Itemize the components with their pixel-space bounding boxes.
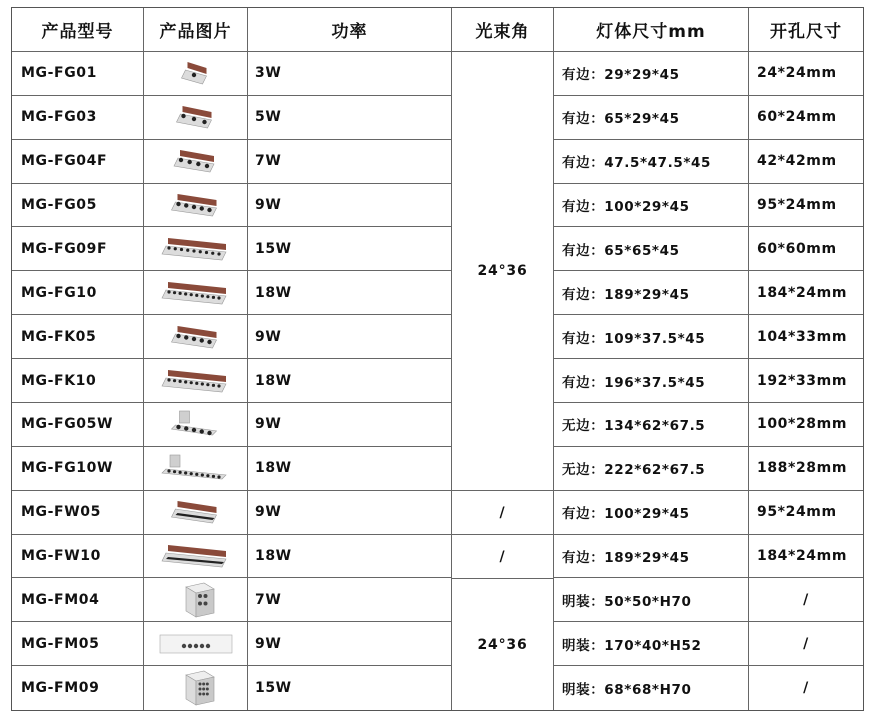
image-cell (144, 622, 248, 666)
power-cell: 18W (248, 359, 452, 403)
cutout-size-cell: / (749, 578, 863, 622)
beam-angle-merged-cell-1: 24°36 (452, 52, 554, 491)
cutout-size-cell: 104*33mm (749, 315, 863, 359)
image-cell (144, 52, 248, 96)
image-cell (144, 403, 248, 447)
model-cell: MG-FK10 (12, 359, 144, 403)
table-row (12, 227, 863, 271)
image-cell (144, 578, 248, 622)
recessed-9-head-icon (156, 230, 236, 268)
body-size-cell: 明装：170*40*H52 (554, 622, 749, 666)
cutout-size-cell: / (749, 622, 863, 666)
body-size-cell: 明装：68*68*H70 (554, 666, 749, 710)
surface-bar-5-icon (156, 625, 236, 663)
power-cell: 18W (248, 271, 452, 315)
power-cell: 7W (248, 140, 452, 184)
power-cell: 15W (248, 227, 452, 271)
image-cell (144, 140, 248, 184)
model-cell: MG-FG03 (12, 96, 144, 140)
table-row (12, 52, 863, 96)
image-cell (144, 491, 248, 535)
header-beam-angle: 光束角 (452, 8, 554, 52)
body-size-cell: 明装：50*50*H70 (554, 578, 749, 622)
wallwasher-10-icon (156, 537, 236, 575)
header-model: 产品型号 (12, 8, 144, 52)
beam-angle-cell-fw05: / (452, 491, 554, 535)
table-row (12, 491, 863, 535)
power-cell: 9W (248, 184, 452, 228)
power-cell: 3W (248, 52, 452, 96)
table-row (12, 96, 863, 140)
image-cell (144, 359, 248, 403)
recessed-1-head-icon (156, 54, 236, 92)
body-size-cell: 有边：65*65*45 (554, 227, 749, 271)
model-cell: MG-FW10 (12, 535, 144, 579)
cutout-size-cell: 184*24mm (749, 271, 863, 315)
image-cell (144, 315, 248, 359)
product-spec-table (11, 7, 864, 711)
body-size-cell: 无边：134*62*67.5 (554, 403, 749, 447)
power-cell: 9W (248, 315, 452, 359)
model-cell: MG-FG09F (12, 227, 144, 271)
table-row (12, 447, 863, 491)
image-cell (144, 271, 248, 315)
model-cell: MG-FG05 (12, 184, 144, 228)
body-size-cell: 有边：65*29*45 (554, 96, 749, 140)
body-size-cell: 有边：189*29*45 (554, 271, 749, 315)
body-size-cell: 有边：29*29*45 (554, 52, 749, 96)
table-row (12, 140, 863, 184)
model-cell: MG-FM04 (12, 578, 144, 622)
cutout-size-cell: 188*28mm (749, 447, 863, 491)
table-row (12, 622, 863, 666)
recessed-10-head-icon (156, 274, 236, 312)
cutout-size-cell: 60*60mm (749, 227, 863, 271)
power-cell: 9W (248, 622, 452, 666)
header-power: 功率 (248, 8, 452, 52)
header-image: 产品图片 (144, 8, 248, 52)
image-cell (144, 666, 248, 710)
cutout-size-cell: / (803, 680, 809, 697)
body-size-cell: 有边：47.5*47.5*45 (554, 140, 749, 184)
recessed-3-head-icon (156, 98, 236, 136)
cutout-size-cell: 95*24mm (749, 491, 863, 535)
table-row (12, 403, 863, 447)
wallwasher-5-icon (156, 493, 236, 531)
header-body-size: 灯体尺寸mm (554, 8, 749, 52)
table-row (12, 359, 863, 403)
table-row (12, 578, 863, 622)
image-cell (144, 96, 248, 140)
recessed-10-head-icon (156, 362, 236, 400)
power-cell: 7W (248, 578, 452, 622)
body-size-cell: 有边：100*29*45 (554, 184, 749, 228)
power-cell: 5W (248, 96, 452, 140)
recessed-4-head-icon (156, 142, 236, 180)
cutout-size-cell: 95*24mm (749, 184, 863, 228)
model-cell: MG-FG04F (12, 140, 144, 184)
model-cell: MG-FM09 (12, 666, 144, 710)
recessed-5-head-icon (156, 318, 236, 356)
table-row (12, 666, 863, 710)
model-cell: MG-FG10W (12, 447, 144, 491)
body-size-cell: 有边：109*37.5*45 (554, 315, 749, 359)
recessed-5-head-icon (156, 186, 236, 224)
model-cell: MG-FG01 (12, 52, 144, 96)
header-cutout-size: 开孔尺寸 (749, 8, 863, 52)
power-cell: 9W (248, 403, 452, 447)
body-size-cell: 有边：196*37.5*45 (554, 359, 749, 403)
power-cell: 9W (248, 491, 452, 535)
surface-cube-9-icon (156, 669, 236, 707)
cutout-size-cell: 42*42mm (749, 140, 863, 184)
model-cell: MG-FK05 (12, 315, 144, 359)
power-cell: 15W (248, 666, 452, 710)
model-cell: MG-FM05 (12, 622, 144, 666)
image-cell (144, 447, 248, 491)
model-cell: MG-FG05W (12, 403, 144, 447)
table-row (12, 184, 863, 228)
beam-angle-cell-fw10: / (452, 535, 554, 579)
cutout-size-cell: 184*24mm (749, 535, 863, 579)
image-cell (144, 184, 248, 228)
cutout-size-cell: 100*28mm (749, 403, 863, 447)
cutout-size-cell: 60*24mm (749, 96, 863, 140)
beam-angle-merged-cell-2: 24°36 (452, 579, 554, 710)
table-row (12, 315, 863, 359)
model-cell: MG-FG10 (12, 271, 144, 315)
table-row (12, 271, 863, 315)
image-cell (144, 227, 248, 271)
trimless-5-head-icon (156, 405, 236, 443)
power-cell: 18W (248, 535, 452, 579)
body-size-cell: 无边：222*62*67.5 (554, 447, 749, 491)
table-header-row (12, 8, 863, 52)
trimless-10-head-icon (156, 449, 236, 487)
model-cell: MG-FW05 (12, 491, 144, 535)
body-size-cell: 有边：100*29*45 (554, 491, 749, 535)
body-size-cell: 有边：189*29*45 (554, 535, 749, 579)
power-cell: 18W (248, 447, 452, 491)
surface-cube-4-icon (156, 581, 236, 619)
table-row (12, 535, 863, 579)
cutout-size-cell: 192*33mm (749, 359, 863, 403)
image-cell (144, 535, 248, 579)
cutout-size-cell: 24*24mm (749, 52, 863, 96)
